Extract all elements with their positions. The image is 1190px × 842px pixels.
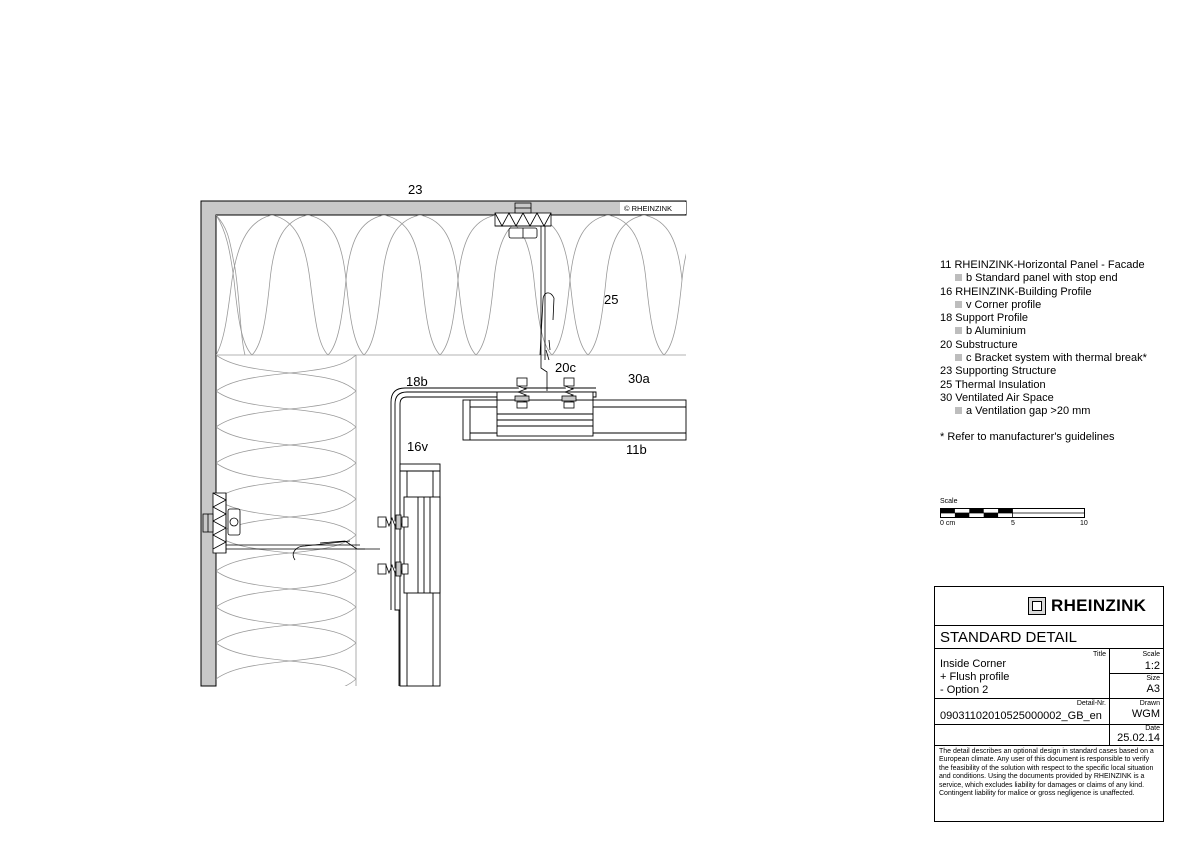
brand-wordmark: RHEINZINK (1051, 596, 1147, 615)
legend-note: * Refer to manufacturer's guidelines (940, 430, 1115, 443)
label-support-profile: 18b (406, 374, 428, 389)
legend-item: 25 Thermal Insulation (940, 378, 1046, 391)
title-block (934, 586, 1164, 822)
scale-value: 1:2 (1144, 660, 1160, 672)
title-caption: Title (1093, 651, 1106, 658)
label-corner-profile: 16v (407, 439, 428, 454)
legend-item: b Aluminium (940, 325, 1147, 338)
scale-bar (940, 498, 1088, 529)
size-caption: Size (1146, 675, 1160, 682)
legend-item: b Standard panel with stop end (940, 272, 1147, 285)
copyright-tag: © RHEINZINK (624, 204, 673, 213)
legend-item: 16 RHEINZINK-Building Profile (940, 285, 1092, 298)
scale-tick: 0 cm (940, 520, 956, 527)
drawn-caption: Drawn (1139, 700, 1160, 707)
legend-item: 18 Support Profile (940, 312, 1029, 325)
legend-item: 20 Substructure (940, 338, 1018, 351)
legend-item: 30 Ventilated Air Space (940, 391, 1054, 404)
scale-tick: 5 (1011, 520, 1015, 527)
scale-bar-graphic (940, 508, 1085, 518)
vertical-panel (400, 464, 440, 686)
drawing-title: Inside Corner + Flush profile - Option 2 (940, 658, 1010, 696)
scale-caption: Scale (1142, 651, 1160, 658)
label-bracket: 20c (555, 360, 576, 375)
screw-side-lower (378, 562, 408, 576)
size-value: A3 (1146, 683, 1160, 695)
date-caption: Date (1145, 725, 1160, 732)
detail-caption: Detail-Nr. (1076, 700, 1106, 707)
legend-item: 23 Supporting Structure (940, 365, 1057, 378)
top-bracket (495, 203, 554, 391)
legend (940, 259, 1147, 444)
brand-logo (935, 587, 1163, 626)
side-bracket (203, 493, 380, 560)
detail-number: 09031102010525000002_GB_en (940, 710, 1102, 722)
disclaimer: The detail describes an optional design in standard cases based on a European climate. Any user of this document is responsible to verify the feasibility of the solution with respect to the specific local situation and conditions. Using the documents provided by RHEINZINK is a service, which excludes liability for damages or claims of any kind. Contingent liability for malice or gross negligence is unaffected. (939, 748, 1154, 798)
label-insulation: 25 (604, 292, 619, 307)
label-air-space: 30a (628, 371, 650, 386)
drawn-value: WGM (1131, 708, 1160, 720)
label-panel: 11b (626, 442, 647, 457)
screw-side-upper (378, 515, 408, 529)
brand-mark-icon (1028, 597, 1046, 615)
thermal-insulation-top (216, 215, 720, 355)
block-heading: STANDARD DETAIL (935, 626, 1163, 649)
legend-item: v Corner profile (940, 299, 1147, 312)
scale-tick: 10 (1080, 520, 1088, 527)
legend-item: 11 RHEINZINK-Horizontal Panel - Facade (940, 259, 1145, 271)
label-supporting-structure: 23 (408, 182, 423, 197)
legend-item: c Bracket system with thermal break* (940, 352, 1147, 365)
legend-item: a Ventilation gap >20 mm (940, 405, 1147, 418)
scale-title: Scale (940, 498, 958, 505)
date-value: 25.02.14 (1117, 732, 1160, 744)
